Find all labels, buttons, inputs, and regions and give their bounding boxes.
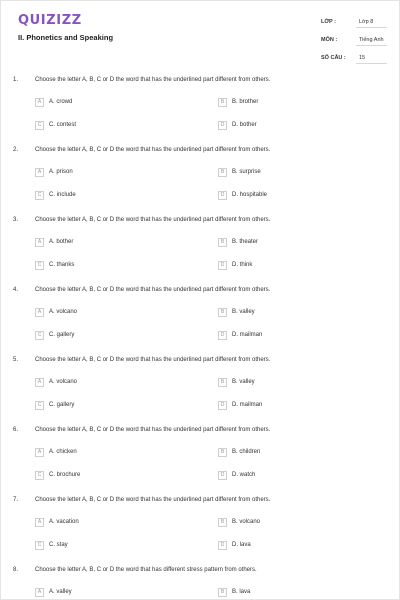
answer-option[interactable] — [218, 260, 252, 270]
option-letter-box[interactable]: A — [35, 308, 44, 317]
meta-value: Lớp 8 — [356, 17, 387, 28]
question-number: 4. — [13, 287, 19, 293]
answer-option[interactable] — [35, 540, 68, 550]
option-text: A. chicken — [49, 449, 77, 455]
question-text: Choose the letter A, B, C or D the word that has the underlined part different from others. — [35, 217, 271, 223]
option-letter-box[interactable]: D — [218, 331, 227, 340]
option-text: A. crowd — [49, 99, 73, 105]
question-number: 3. — [13, 217, 19, 223]
answer-option[interactable] — [35, 587, 72, 597]
option-text: D. mailman — [232, 402, 263, 408]
option-text: D. lava — [232, 542, 251, 548]
answer-option[interactable] — [35, 120, 76, 130]
option-letter-box[interactable]: B — [218, 448, 227, 457]
answer-option[interactable] — [218, 517, 260, 527]
question-item — [1, 147, 400, 217]
meta-key: LỚP : — [321, 19, 336, 25]
option-text: B. children — [232, 449, 261, 455]
answer-option[interactable] — [218, 237, 258, 247]
answer-option[interactable] — [35, 447, 77, 457]
option-letter-box[interactable]: B — [218, 98, 227, 107]
option-text: C. thanks — [49, 262, 75, 268]
option-letter-box[interactable]: D — [218, 261, 227, 270]
option-letter-box[interactable]: A — [35, 588, 44, 597]
answer-option[interactable] — [35, 307, 77, 317]
answer-option[interactable] — [218, 307, 255, 317]
option-letter-box[interactable]: C — [35, 471, 44, 480]
answer-option[interactable] — [218, 470, 255, 480]
option-letter-box[interactable]: C — [35, 261, 44, 270]
answer-option[interactable] — [218, 330, 262, 340]
question-text: Choose the letter A, B, C or D the word that has the underlined part different from others. — [35, 497, 271, 503]
question-item — [1, 567, 400, 600]
option-letter-box[interactable]: C — [35, 191, 44, 200]
option-letter-box[interactable]: B — [218, 308, 227, 317]
answer-option[interactable] — [218, 377, 255, 387]
question-text: Choose the letter A, B, C or D the word that has the underlined part different from others. — [35, 357, 271, 363]
question-item — [1, 287, 400, 357]
answer-option[interactable] — [35, 237, 73, 247]
question-item — [1, 217, 400, 287]
option-text: A. volcano — [49, 379, 78, 385]
meta-row-subject — [321, 31, 387, 49]
answer-option[interactable] — [35, 517, 79, 527]
question-number: 1. — [13, 77, 19, 83]
option-letter-box[interactable]: B — [218, 168, 227, 177]
option-letter-box[interactable]: A — [35, 378, 44, 387]
option-text: C. contest — [49, 122, 77, 128]
option-letter-box[interactable]: A — [35, 238, 44, 247]
option-text: A. prison — [49, 169, 73, 175]
option-letter-box[interactable]: B — [218, 238, 227, 247]
answer-option[interactable] — [218, 587, 250, 597]
meta-value: Tiếng Anh — [356, 35, 387, 46]
option-text: C. gallery — [49, 402, 75, 408]
option-text: B. valley — [232, 309, 255, 315]
option-letter-box[interactable]: D — [218, 191, 227, 200]
answer-option[interactable] — [35, 377, 77, 387]
option-text: B. lava — [232, 589, 251, 595]
option-letter-box[interactable]: D — [218, 121, 227, 130]
option-letter-box[interactable]: D — [218, 541, 227, 550]
option-text: D. mailman — [232, 332, 263, 338]
question-item — [1, 357, 400, 427]
answer-option[interactable] — [35, 260, 74, 270]
answer-option[interactable] — [35, 400, 74, 410]
meta-value: 15 — [356, 53, 387, 64]
quizizz-logo: QUIZIZZ — [18, 13, 82, 28]
answer-option[interactable] — [218, 400, 262, 410]
option-text: A. bother — [49, 239, 74, 245]
worksheet-title: II. Phonetics and Speaking — [18, 33, 114, 42]
answer-option[interactable] — [218, 447, 260, 457]
option-text: B. valley — [232, 379, 255, 385]
answer-option[interactable] — [218, 97, 258, 107]
worksheet-meta — [321, 13, 387, 67]
option-text: A. volcano — [49, 309, 78, 315]
option-letter-box[interactable]: A — [35, 448, 44, 457]
option-letter-box[interactable]: C — [35, 331, 44, 340]
option-letter-box[interactable]: B — [218, 518, 227, 527]
answer-option[interactable] — [35, 167, 73, 177]
question-text: Choose the letter A, B, C or D the word that has the underlined part different from others. — [35, 287, 271, 293]
option-text: C. include — [49, 192, 76, 198]
option-text: D. bother — [232, 122, 257, 128]
question-item — [1, 497, 400, 567]
question-number: 7. — [13, 497, 19, 503]
option-text: A. vacation — [49, 519, 79, 525]
meta-row-class — [321, 13, 387, 31]
option-text: B. surprise — [232, 169, 261, 175]
option-text: B. theater — [232, 239, 259, 245]
answer-option[interactable] — [35, 97, 72, 107]
option-letter-box[interactable]: C — [35, 121, 44, 130]
option-letter-box[interactable]: D — [218, 471, 227, 480]
answer-option[interactable] — [218, 540, 251, 550]
question-number: 8. — [13, 567, 19, 573]
question-text: Choose the letter A, B, C or D the word that has the underlined part different from others. — [35, 77, 271, 83]
option-letter-box[interactable]: B — [218, 588, 227, 597]
option-letter-box[interactable]: A — [35, 168, 44, 177]
question-text: Choose the letter A, B, C or D the word that has different stress pattern from others. — [35, 567, 257, 573]
question-number: 6. — [13, 427, 19, 433]
answer-option[interactable] — [218, 190, 267, 200]
question-item — [1, 77, 400, 147]
option-text: C. gallery — [49, 332, 75, 338]
answer-option[interactable] — [35, 190, 76, 200]
answer-option[interactable] — [218, 167, 261, 177]
option-text: C. brochure — [49, 472, 81, 478]
option-letter-box[interactable]: C — [35, 401, 44, 410]
question-number: 2. — [13, 147, 19, 153]
question-item — [1, 427, 400, 497]
question-text: Choose the letter A, B, C or D the word that has the underlined part different from others. — [35, 427, 271, 433]
option-text: C. stay — [49, 542, 68, 548]
meta-row-count — [321, 49, 387, 67]
option-text: A. valley — [49, 589, 72, 595]
option-letter-box[interactable]: C — [35, 541, 44, 550]
option-text: D. watch — [232, 472, 256, 478]
option-letter-box[interactable]: B — [218, 378, 227, 387]
question-number: 5. — [13, 357, 19, 363]
option-text: D. think — [232, 262, 253, 268]
option-text: B. brother — [232, 99, 259, 105]
meta-key: MÔN : — [321, 37, 338, 43]
option-text: B. volcano — [232, 519, 261, 525]
answer-option[interactable] — [35, 470, 80, 480]
answer-option[interactable] — [35, 330, 74, 340]
option-letter-box[interactable]: A — [35, 518, 44, 527]
question-text: Choose the letter A, B, C or D the word that has the underlined part different from others. — [35, 147, 271, 153]
option-letter-box[interactable]: A — [35, 98, 44, 107]
answer-option[interactable] — [218, 120, 257, 130]
meta-key: SỐ CÂU : — [321, 55, 346, 61]
option-letter-box[interactable]: D — [218, 401, 227, 410]
option-text: D. hospitable — [232, 192, 268, 198]
